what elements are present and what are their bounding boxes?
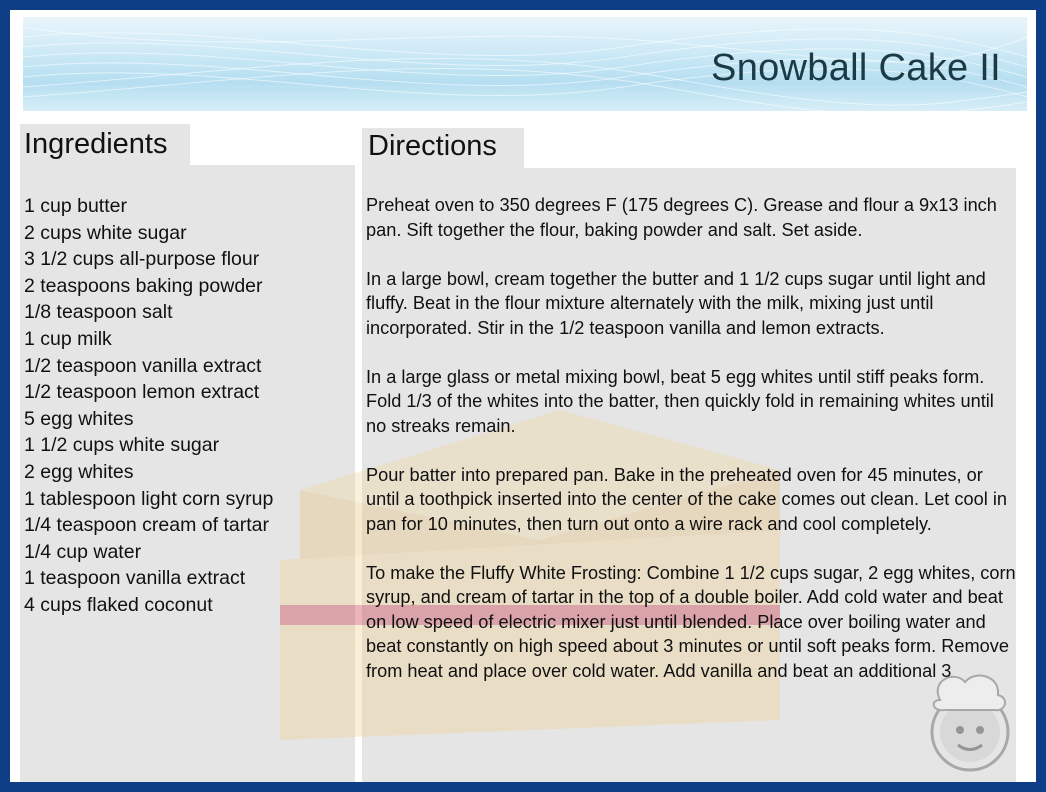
list-item: 1 1/2 cups white sugar [24, 434, 220, 457]
list-item: 1/2 teaspoon lemon extract [24, 381, 260, 404]
title-banner [23, 17, 1027, 111]
recipe-title: Snowball Cake II [711, 47, 1001, 89]
directions-header-tab [362, 128, 524, 170]
list-item: 1 cup milk [24, 327, 112, 350]
list-item: 1/8 teaspoon salt [24, 301, 173, 324]
list-item: 1/4 teaspoon cream of tartar [24, 514, 269, 537]
list-item: 1 teaspoon vanilla extract [24, 567, 246, 590]
list-item: 1/4 cup water [24, 540, 142, 563]
directions-heading: Directions [368, 130, 497, 162]
list-item: 4 cups flaked coconut [24, 593, 213, 616]
ingredients-heading: Ingredients [24, 128, 168, 160]
directions-text [366, 193, 1016, 708]
list-item: 1/2 teaspoon vanilla extract [24, 354, 262, 377]
recipe-slide [10, 10, 1036, 782]
list-item: 1 tablespoon light corn syrup [24, 487, 274, 510]
list-item: 3 1/2 cups all-purpose flour [24, 248, 260, 271]
ingredients-list [24, 193, 273, 619]
direction-paragraph: In a large glass or metal mixing bowl, beat 5 egg whites until stiff peaks form. Fold 1/3 of the whites into the batter, then quickly fold in remaining whites until no streaks remain. [366, 366, 994, 436]
list-item: 1 cup butter [24, 195, 127, 217]
direction-paragraph: To make the Fluffy White Frosting: Combine 1 1/2 cups sugar, 2 egg whites, corn syrup, and cream of tartar in the top of a double boiler. Add cold water and beat on low speed of electric mixer just until blended. Place over boiling water and beat constantly on high speed about 3 minutes or until soft peaks form. Remove from heat and place over cold water. Add vanilla and beat an additional 3 [366, 562, 1016, 681]
chef-logo [910, 670, 1030, 780]
direction-paragraph: Preheat oven to 350 degrees F (175 degrees C). Grease and flour a 9x13 inch pan. Sift together the flour, baking powder and salt. Set aside. [366, 195, 997, 240]
list-item: 5 egg whites [24, 407, 134, 430]
list-item: 2 egg whites [24, 460, 134, 483]
direction-paragraph: In a large bowl, cream together the butter and 1 1/2 cups sugar until light and fluffy. Beat in the flour mixture alternately with the milk, mixing just until incorporated. Stir in the 1/2 teaspoon vanilla and lemon extracts. [366, 268, 986, 338]
direction-paragraph: Pour batter into prepared pan. Bake in the preheated oven for 45 minutes, or until a toothpick inserted into the center of the cake comes out clean. Let cool in pan for 10 minutes, then turn out onto a wire rack and cool completely. [366, 464, 1007, 534]
list-item: 2 teaspoons baking powder [24, 274, 263, 297]
list-item: 2 cups white sugar [24, 221, 187, 244]
ingredients-header-tab [20, 124, 190, 166]
